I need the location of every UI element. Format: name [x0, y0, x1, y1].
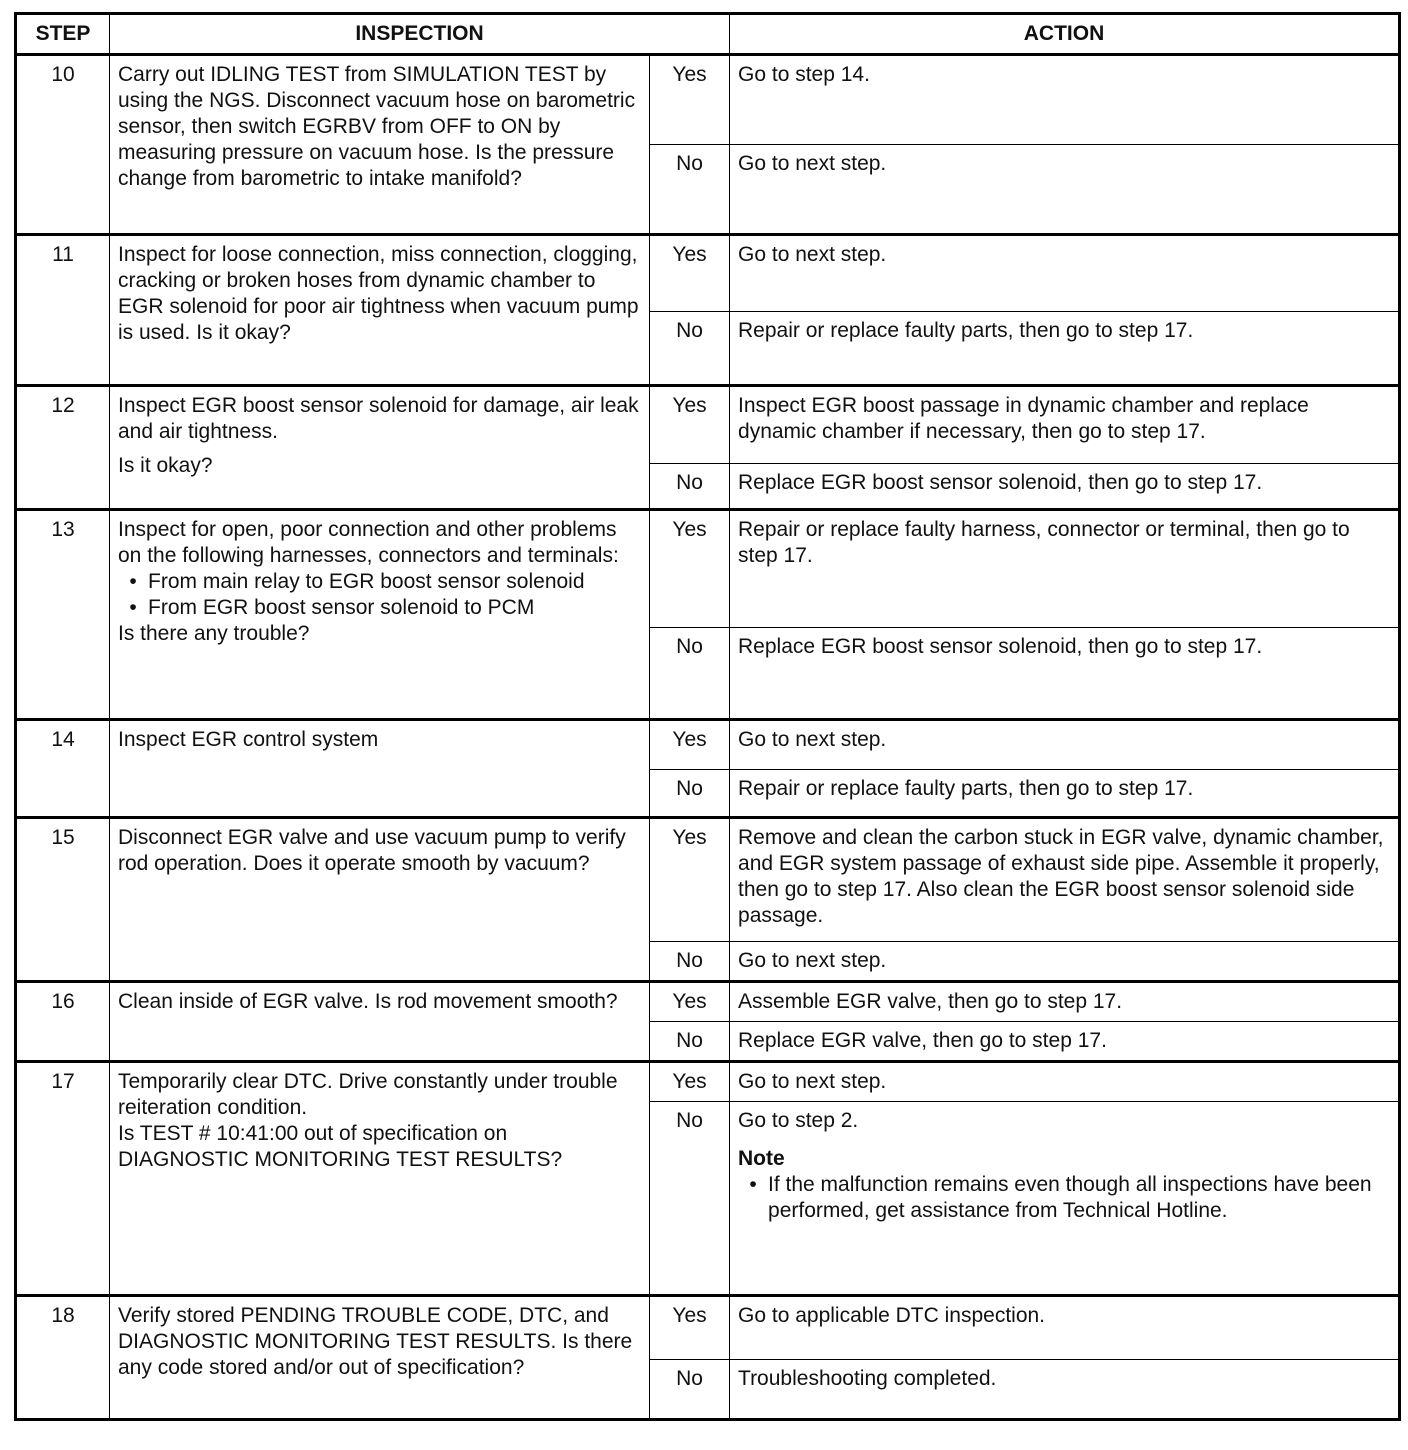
step-number: 14	[16, 720, 110, 818]
action-no-text: Go to step 2.	[738, 1109, 859, 1132]
troubleshooting-table	[14, 12, 1401, 1421]
action-yes: Go to next step.	[730, 1062, 1400, 1102]
action-yes: Repair or replace faulty harness, connector or terminal, then go to step 17.	[730, 510, 1400, 628]
step-17-yes-row	[16, 1062, 1400, 1102]
bullet-text: From EGR boost sensor solenoid to PCM	[148, 596, 535, 619]
step-16-yes-row	[16, 982, 1400, 1022]
answer-no: No	[650, 1360, 730, 1420]
inspection-text: Carry out IDLING TEST from SIMULATION TEST by using the NGS. Disconnect vacuum hose on barometric sensor, then switch EGRBV from OFF to ON by measuring pressure on vacuum hose. Is the pressure change from barometric to intake manifold?	[110, 55, 650, 235]
answer-yes: Yes	[650, 1062, 730, 1102]
step-14-yes-row	[16, 720, 1400, 770]
answer-yes: Yes	[650, 982, 730, 1022]
inspection-text: Disconnect EGR valve and use vacuum pump to verify rod operation. Does it operate smooth by vacuum?	[110, 818, 650, 982]
inspection-intro: Inspect for open, poor connection and other problems on the following harnesses, connectors and terminals:	[118, 518, 619, 567]
action-no: Repair or replace faulty parts, then go to step 17.	[730, 312, 1400, 386]
bullet-item	[118, 595, 641, 621]
step-number: 12	[16, 386, 110, 510]
answer-no: No	[650, 312, 730, 386]
inspection-text: Clean inside of EGR valve. Is rod movement smooth?	[110, 982, 650, 1062]
step-18-yes-row	[16, 1296, 1400, 1360]
inspection-text: Inspect for loose connection, miss connection, clogging, cracking or broken hoses from dynamic chamber to EGR solenoid for poor air tightness when vacuum pump is used. Is it okay?	[110, 235, 650, 386]
bullet-text: From main relay to EGR boost sensor solenoid	[148, 570, 585, 593]
step-number: 11	[16, 235, 110, 386]
action-yes: Go to step 14.	[730, 55, 1400, 145]
bullet-icon: •	[129, 596, 137, 619]
answer-no: No	[650, 145, 730, 235]
action-yes: Go to applicable DTC inspection.	[730, 1296, 1400, 1360]
inspection-line: Temporarily clear DTC. Drive constantly under trouble reiteration condition.	[118, 1070, 618, 1119]
step-15-yes-row	[16, 818, 1400, 942]
header-step: STEP	[16, 14, 110, 55]
step-number: 15	[16, 818, 110, 982]
action-no	[730, 1102, 1400, 1296]
bullet-icon: •	[749, 1173, 757, 1196]
step-number: 10	[16, 55, 110, 235]
answer-yes: Yes	[650, 510, 730, 628]
inspection-line: Inspect EGR boost sensor solenoid for damage, air leak and air tightness.	[118, 394, 639, 443]
note-title: Note	[738, 1147, 785, 1170]
action-yes: Go to next step.	[730, 720, 1400, 770]
answer-no: No	[650, 1102, 730, 1296]
action-no: Go to next step.	[730, 942, 1400, 982]
action-no: Repair or replace faulty parts, then go to step 17.	[730, 770, 1400, 818]
answer-yes: Yes	[650, 720, 730, 770]
action-yes: Assemble EGR valve, then go to step 17.	[730, 982, 1400, 1022]
answer-no: No	[650, 942, 730, 982]
header-inspection: INSPECTION	[110, 14, 730, 55]
step-number: 16	[16, 982, 110, 1062]
step-10-yes-row	[16, 55, 1400, 145]
header-row	[16, 14, 1400, 55]
action-yes: Inspect EGR boost passage in dynamic chamber and replace dynamic chamber if necessary, then go to step 17.	[730, 386, 1400, 464]
step-number: 13	[16, 510, 110, 720]
header-action: ACTION	[730, 14, 1400, 55]
inspection-text	[110, 1062, 650, 1296]
inspection-text	[110, 386, 650, 510]
action-no: Replace EGR boost sensor solenoid, then go to step 17.	[730, 464, 1400, 510]
note-text: If the malfunction remains even though all inspections have been performed, get assistance from Technical Hotline.	[768, 1173, 1372, 1222]
inspection-question: Is TEST # 10:41:00 out of specification on DIAGNOSTIC MONITORING TEST RESULTS?	[118, 1122, 563, 1171]
step-13-yes-row	[16, 510, 1400, 628]
inspection-text: Verify stored PENDING TROUBLE CODE, DTC, and DIAGNOSTIC MONITORING TEST RESULTS. Is there any code stored and/or out of specification?	[110, 1296, 650, 1420]
action-yes: Remove and clean the carbon stuck in EGR valve, dynamic chamber, and EGR system passage of exhaust side pipe. Assemble it properly, then go to step 17. Also clean the EGR boost sensor solenoid side passage.	[730, 818, 1400, 942]
note-bullet	[738, 1172, 1390, 1224]
answer-yes: Yes	[650, 235, 730, 312]
action-yes: Go to next step.	[730, 235, 1400, 312]
answer-yes: Yes	[650, 818, 730, 942]
step-12-yes-row	[16, 386, 1400, 464]
answer-no: No	[650, 1022, 730, 1062]
action-no: Go to next step.	[730, 145, 1400, 235]
step-number: 17	[16, 1062, 110, 1296]
inspection-text	[110, 510, 650, 720]
inspection-question: Is it okay?	[118, 454, 213, 477]
answer-no: No	[650, 628, 730, 720]
action-no: Replace EGR valve, then go to step 17.	[730, 1022, 1400, 1062]
bullet-icon: •	[129, 570, 137, 593]
inspection-text: Inspect EGR control system	[110, 720, 650, 818]
step-number: 18	[16, 1296, 110, 1420]
bullet-item	[118, 569, 641, 595]
answer-yes: Yes	[650, 386, 730, 464]
action-no: Troubleshooting completed.	[730, 1360, 1400, 1420]
answer-yes: Yes	[650, 55, 730, 145]
step-11-yes-row	[16, 235, 1400, 312]
answer-no: No	[650, 770, 730, 818]
action-no: Replace EGR boost sensor solenoid, then go to step 17.	[730, 628, 1400, 720]
answer-no: No	[650, 464, 730, 510]
inspection-question: Is there any trouble?	[118, 622, 310, 645]
answer-yes: Yes	[650, 1296, 730, 1360]
